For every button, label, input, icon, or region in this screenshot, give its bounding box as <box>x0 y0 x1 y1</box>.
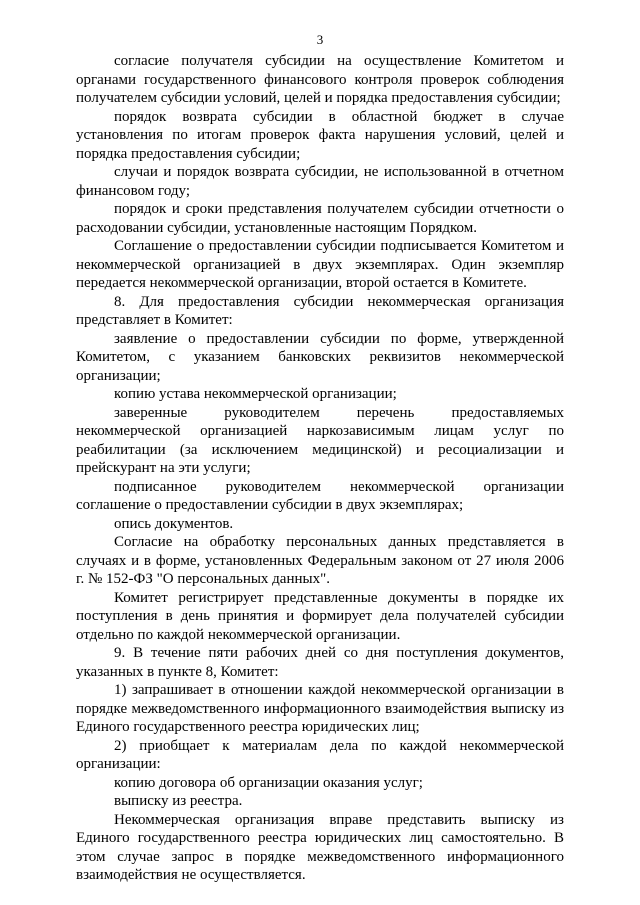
page-number: 3 <box>316 32 324 47</box>
paragraph: 1) запрашивает в отношении каждой некоммерческой организации в порядке межведомственного информационного взаимодействия выписку из Единого государственного реестра юридических лиц; <box>76 682 564 735</box>
paragraph: Комитет регистрирует представленные документы в порядке их поступления в день принятия и формирует дела получателей субсидии отдельно по каждой некоммерческой организации. <box>76 589 564 643</box>
paragraph: Соглашение о предоставлении субсидии подписывается Комитетом и некоммерческой организацией в двух экземплярах. Один экземпляр передается некоммерческой организации, второй остается в Комитете. <box>76 238 564 291</box>
paragraph: подписанное руководителем некоммерческой организации соглашение о предоставлении субсидии в двух экземплярах; <box>76 478 564 513</box>
paragraph: выписку из реестра. <box>114 793 243 809</box>
document-body <box>76 52 564 885</box>
paragraph: Согласие на обработку персональных данных представляется в случаях и в форме, установленных Федеральным законом от 27 июля 2006 г. № 152-ФЗ "О персональных данных". <box>76 534 564 587</box>
paragraph: заверенные руководителем перечень предоставляемых некоммерческой организацией наркозависимым лицам услуг по реабилитации (за исключением медицинской) и ресоциализации и прейскурант на эти услуги; <box>76 404 564 476</box>
paragraph: Некоммерческая организация вправе представить выписку из Единого государственного реестра юридических лиц самостоятельно. В этом случае запрос в порядке межведомственного информационного взаимодействия не осуществляется. <box>76 811 564 883</box>
paragraph: порядок и сроки представления получателем субсидии отчетности о расходовании субсидии, установленные настоящим Порядком. <box>76 201 564 236</box>
paragraph: копию устава некоммерческой организации; <box>114 386 397 402</box>
paragraph: случаи и порядок возврата субсидии, не использованной в отчетном финансовом году; <box>76 164 564 199</box>
paragraph: заявление о предоставлении субсидии по форме, утвержденной Комитетом, с указанием банковских реквизитов некоммерческой организации; <box>76 330 564 384</box>
paragraph: согласие получателя субсидии на осуществление Комитетом и органами государственного финансового контроля проверок соблюдения получателем субсидии условий, целей и порядка предоставления субсидии; <box>76 53 564 106</box>
paragraph: порядок возврата субсидии в областной бюджет в случае установления по итогам проверок факта нарушения условий, целей и порядка предоставления субсидии; <box>76 108 564 162</box>
paragraph: 2) приобщает к материалам дела по каждой некоммерческой организации: <box>76 737 564 772</box>
paragraph: 8. Для предоставления субсидии некоммерческая организация представляет в Комитет: <box>76 293 564 328</box>
paragraph: 9. В течение пяти рабочих дней со дня поступления документов, указанных в пункте 8, Комитет: <box>76 645 564 680</box>
paragraph: опись документов. <box>114 515 234 532</box>
paragraph: копию договора об организации оказания услуг; <box>114 774 423 791</box>
